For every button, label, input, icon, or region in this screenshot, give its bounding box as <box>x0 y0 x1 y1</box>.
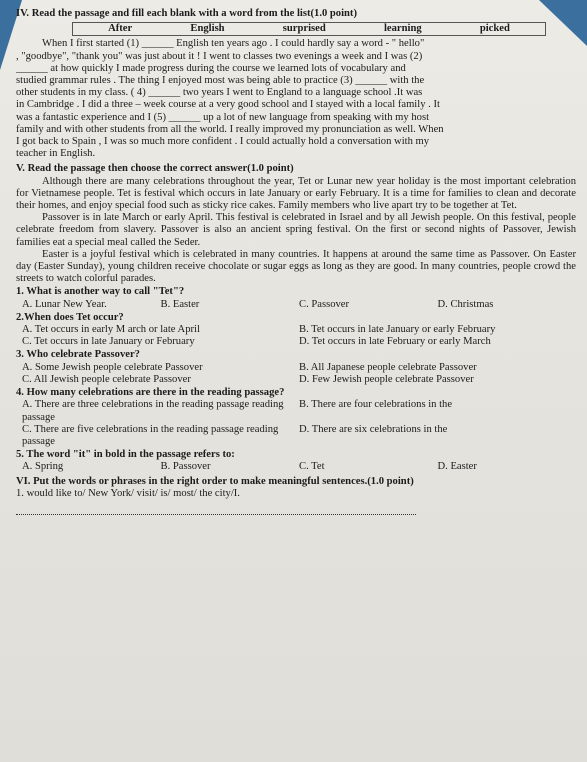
passage-line: ______ at how quickly I made progress during the course we learned lots of vocabulary and <box>16 62 406 74</box>
passage-line: in Cambridge . I did a three – week course at a very good school and I stayed with a local family . It <box>16 99 440 111</box>
answer-option[interactable]: C. All Jewish people celebrate Passover <box>22 373 191 385</box>
answer-option[interactable]: D. Tet occurs in late February or early March <box>299 336 491 348</box>
answer-option[interactable]: B. There are four celebrations in the <box>299 399 453 411</box>
reading-paragraph: Easter is a joyful festival which is celebrated in many countries. It happens at around the same time as Passover. On Easter day (Easter Sunday), young children receive chocolate or sugar eggs as long as they are good. In many countries, people crowd the streets to watch colorful parades. <box>16 248 576 285</box>
section-4-passage <box>16 38 576 160</box>
answer-option[interactable]: D. Easter <box>437 461 477 473</box>
answer-option[interactable]: A. Tet occurs in early M arch or late April <box>22 324 200 336</box>
answer-line[interactable] <box>16 514 416 515</box>
answer-option[interactable]: C. Passover <box>299 298 350 310</box>
question-4: 4. How many celebrations are there in the reading passage? <box>16 387 285 399</box>
word-list-item: learning <box>383 23 422 35</box>
passage-line: was a fantastic experience and I (5) ______ up a lot of new language from speaking with my host <box>16 111 430 123</box>
question-5-options <box>16 461 576 473</box>
passage-line: teacher in English. <box>16 148 96 160</box>
answer-option[interactable]: D. Few Jewish people celebrate Passover <box>299 373 474 385</box>
answer-option[interactable]: B. Tet occurs in late January or early February <box>299 324 496 336</box>
answer-option[interactable]: C. Tet <box>299 461 325 473</box>
question-1-options <box>16 299 576 311</box>
answer-option[interactable]: D. There are six celebrations in the <box>299 423 448 435</box>
question-1: 1. What is another way to call "Tet"? <box>16 286 185 298</box>
answer-option[interactable]: D. Christmas <box>437 298 494 310</box>
word-list-box <box>72 22 546 36</box>
question-5: 5. The word "it" in bold in the passage refers to: <box>16 449 235 461</box>
passage-line: family and with other students from all the world. I really improved my pronunciation as well. When <box>16 123 444 135</box>
answer-option[interactable]: B. All Japanese people celebrate Passover <box>299 361 477 373</box>
word-list-item: After <box>108 23 133 35</box>
section-5-title: V. Read the passage then choose the correct answer(1.0 point) <box>16 163 294 175</box>
question-3: 3. Who celebrate Passover? <box>16 349 140 361</box>
answer-option[interactable]: C. Tet occurs in late January or February <box>22 336 195 348</box>
reading-paragraph: Although there are many celebrations throughout the year, Tet or Lunar new year holiday is the most important celebration for Vietnamese people. Tet is festival which occurs in late January or early February. It is a time for families to clean and decorate their homes, and enjoy special food such as sticky rice cakes. Family members who live apart try to be together at Tet. <box>16 175 576 212</box>
worksheet-content <box>16 8 576 515</box>
passage-line: I got back to Spain , I was so much more confident . I could actually hold a conversation with my <box>16 136 430 148</box>
section-4-title: IV. Read the passage and fill each blank with a word from the list(1.0 point) <box>16 8 357 19</box>
answer-option[interactable]: A. Spring <box>22 461 64 473</box>
question-2: 2.When does Tet occur? <box>16 311 124 323</box>
answer-option[interactable]: B. Easter <box>160 298 200 310</box>
word-list-item: English <box>190 23 225 35</box>
word-list-item: picked <box>479 23 510 35</box>
passage-line: When I first started (1) ______ English ten years ago . I could hardly say a word - " hello" <box>42 38 425 50</box>
answer-option[interactable]: A. Lunar New Year. <box>22 298 107 310</box>
reading-paragraph: Passover is in late March or early April. This festival is celebrated in Israel and by all Jewish people. On this festival, people celebrate freedom from slavery. Passover is also an ancient spring festival. On the first or second nights of Passover, Jewish families eat a special meal called the Seder. <box>16 212 576 248</box>
passage-line: studied grammar rules . The thing I enjoyed most was being able to practice (3) ______ with the <box>16 75 425 87</box>
reorder-item-1: 1. would like to/ New York/ visit/ is/ most/ the city/I. <box>16 487 240 499</box>
question-2-options <box>16 324 576 348</box>
question-3-options <box>16 362 576 386</box>
answer-option[interactable]: A. Some Jewish people celebrate Passover <box>22 361 203 373</box>
question-4-options <box>16 399 576 448</box>
answer-option[interactable]: B. Passover <box>160 461 211 473</box>
passage-line: , "goodbye", "thank you" was just about it ! I went to classes two evenings a week and I was (2) <box>16 50 423 62</box>
passage-line: other students in my class. ( 4) ______ two years I went to England to a language school .It was <box>16 87 423 99</box>
section-6-title: VI. Put the words or phrases in the right order to make meaningful sentences.(1.0 point) <box>16 475 414 487</box>
answer-option[interactable]: C. There are five celebrations in the reading passage reading passage <box>22 423 279 447</box>
word-list-item: surprised <box>282 23 326 35</box>
answer-option[interactable]: A. There are three celebrations in the reading passage reading passage <box>22 399 284 423</box>
